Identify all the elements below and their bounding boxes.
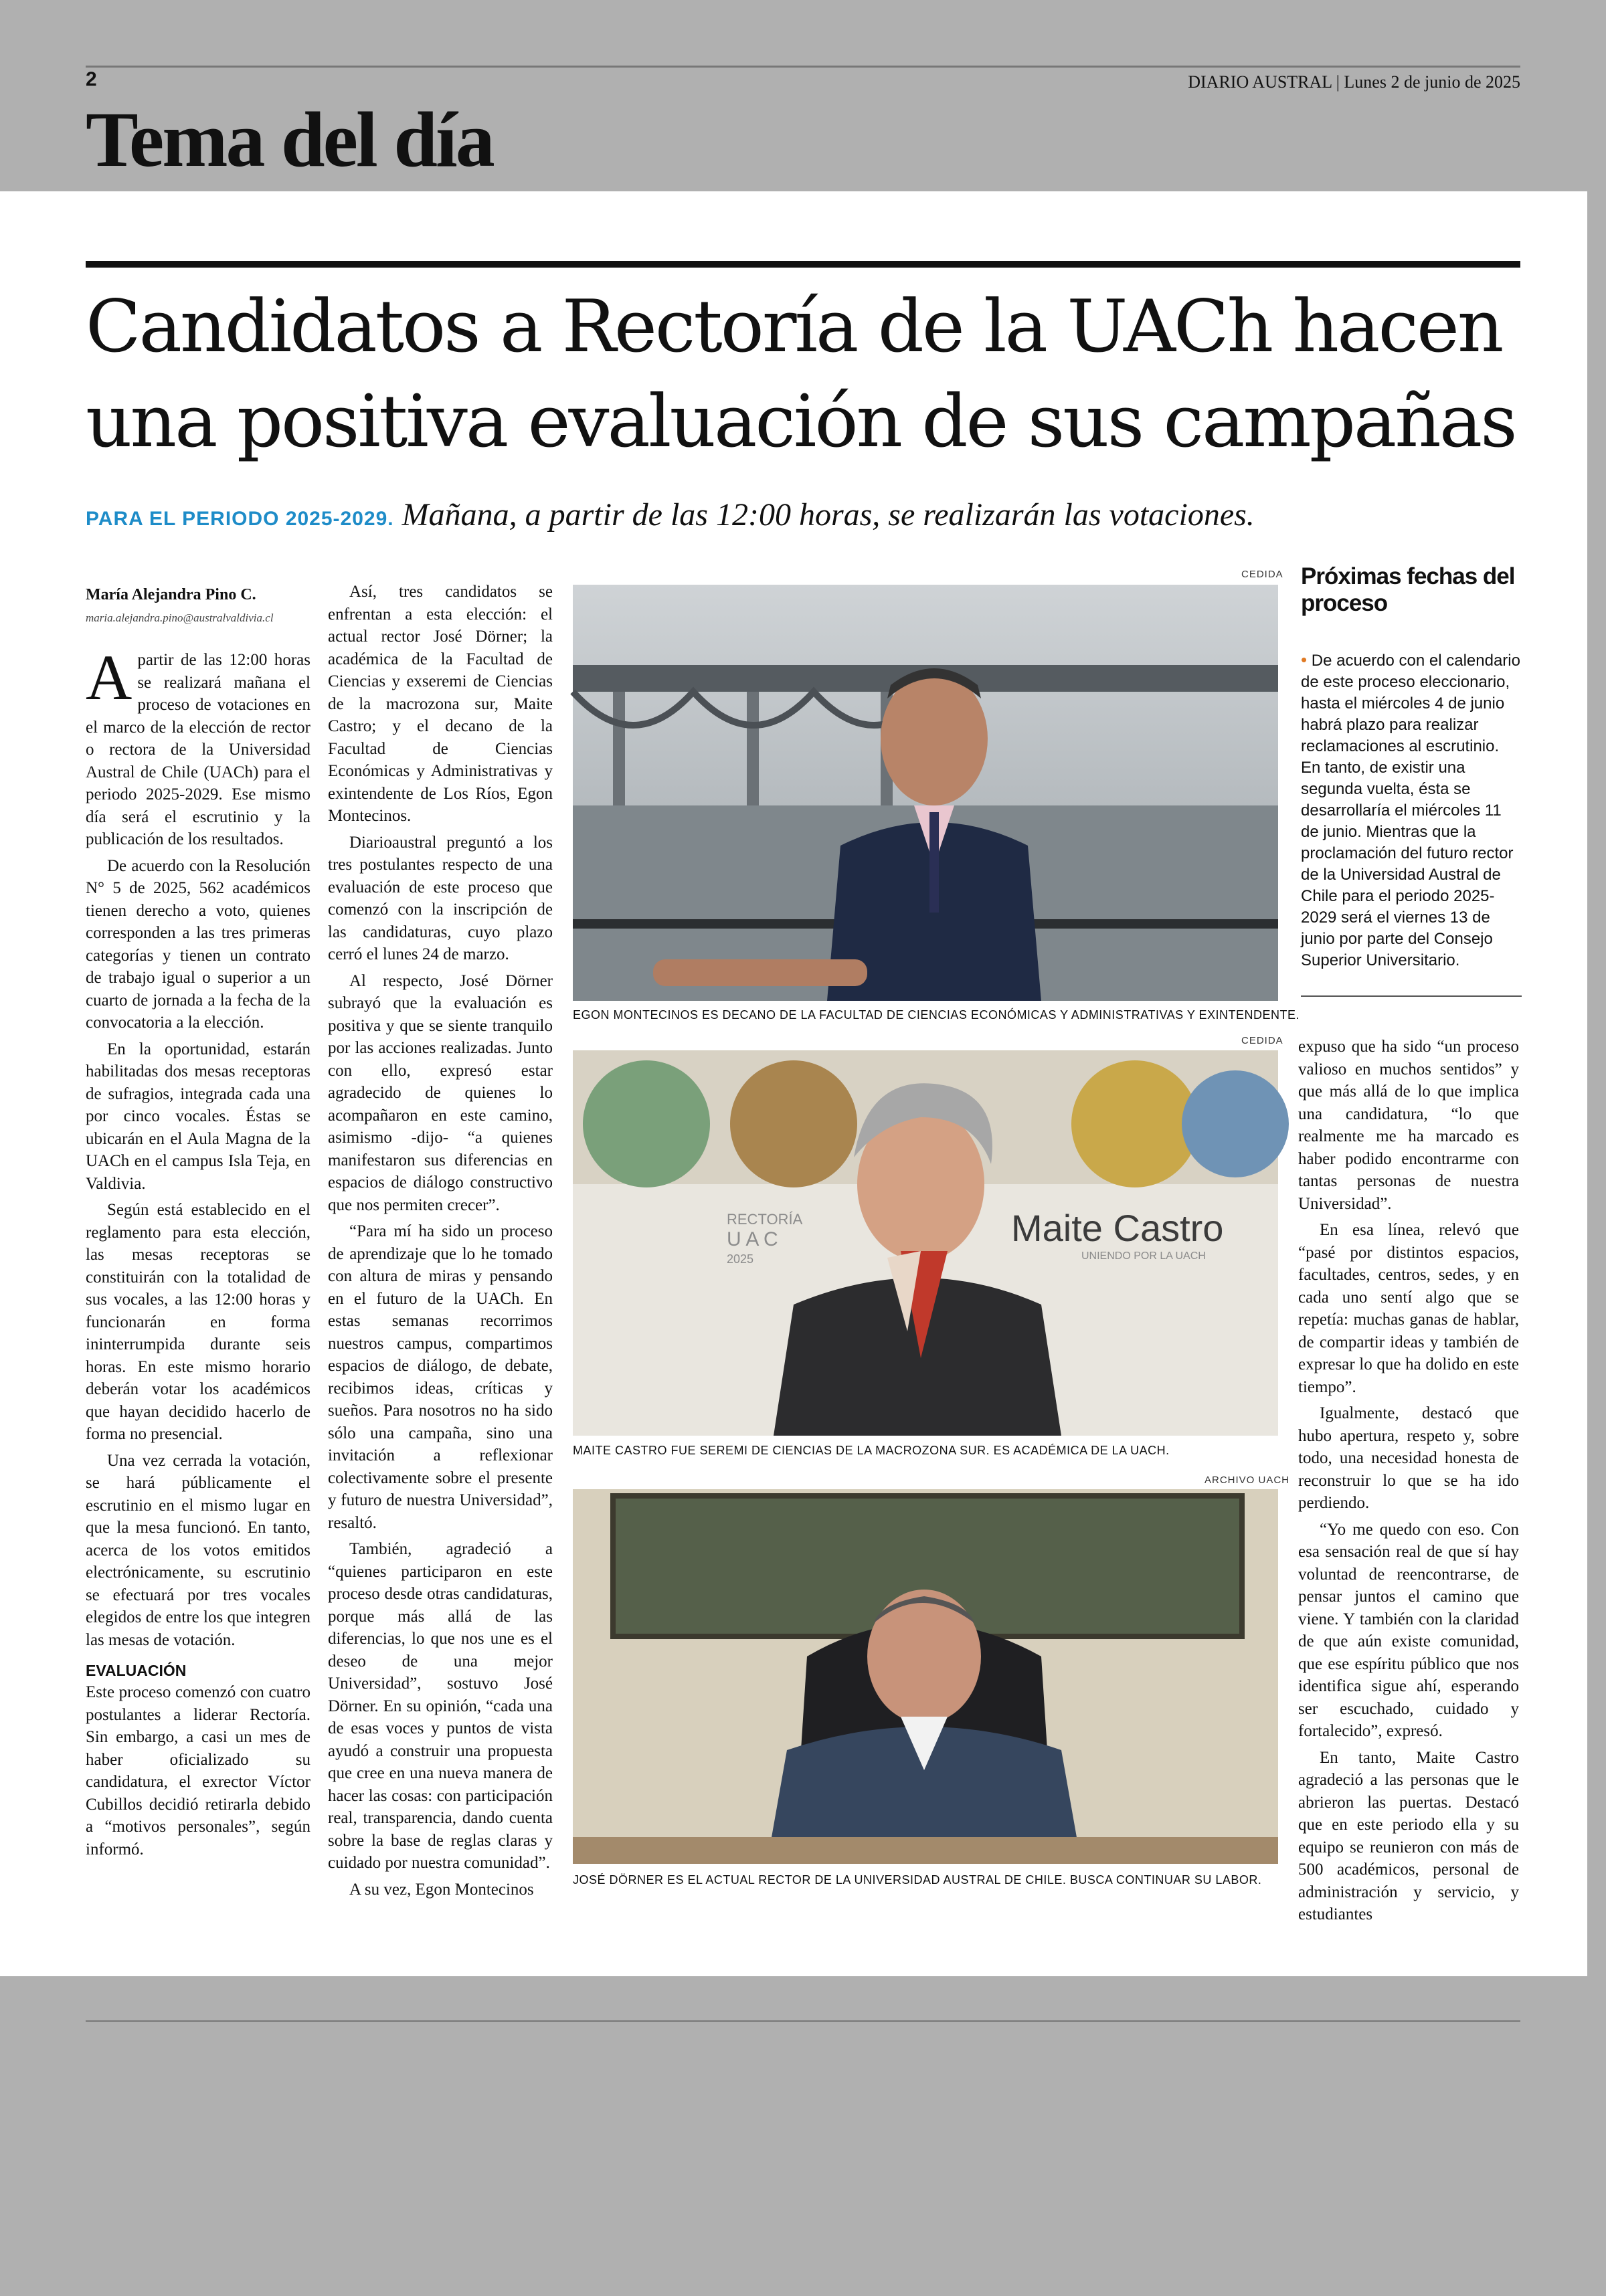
article-column-1 (86, 642, 310, 1907)
banner-name: Maite Castro (1011, 1207, 1224, 1249)
paragraph: Igualmente, destacó que hubo apertura, respeto y, sobre todo, una necesidad honesta de reconstruir lo que se ha ido perdiendo. (1298, 1404, 1519, 1512)
paragraph: Una vez cerrada la votación, se hará públicamente el escrutinio en el mismo lugar en que la mesa funcionó. En tanto, acerca de los votos emitidos electrónicamente, su escrutinio se efectuará por tres vocales elegidos de entre los que integren las mesas de votación. (86, 1451, 310, 1649)
article-column-4 (1298, 1036, 1519, 1923)
photo-jose-dorner (573, 1489, 1278, 1864)
paragraph: Diarioaustral preguntó a los tres postulantes respecto de una evaluación de este proceso que comenzó con la inscripción de las candidaturas, cuyo plazo cerró el lunes 24 de marzo. (328, 833, 553, 963)
author-email[interactable]: maria.alejandra.pino@australvaldivia.cl (86, 611, 274, 624)
sidebar-title: Próximas fechas del proceso (1301, 563, 1515, 616)
section-title: Tema del día (86, 96, 493, 183)
paragraph: “Para mí ha sido un proceso de aprendizaje que lo he tomado con altura de miras y pensando en el futuro de la UACh. En estas semanas recorrimos nuestros campus, compartimos espacios de diálogo, de debate, recibimos ideas, críticas y sueños. Para nosotros no ha sido sólo una campaña, sino una invitación a reflexionar colectivamente sobre el presente y futuro de nuestra Universidad”, resaltó. (328, 1222, 553, 1532)
paragraph: expuso que ha sido “un proceso valioso en muchos sentidos” y que más allá de lo que implica una candidatura, “lo que realmente me ha marcado es haber podido encontrarme con tantas personas de nuestra Universidad”. (1298, 1038, 1519, 1213)
paragraph: Este proceso comenzó con cuatro postulantes a liderar Rectoría. Sin embargo, a casi un mes de haber oficializado su candidatura, el exrector Víctor Cubillos decidió retirarla debido a “motivos personales”, según informó. (86, 1683, 310, 1858)
sidebar-text: De acuerdo con el calendario de este proceso eleccionario, hasta el miércoles 4 de junio habrá plazo para realizar reclamaciones al escrutinio. En tanto, de existir una segunda vuelta, ésta se desarrollaría el miércoles 11 de junio. Mientras que la proclamación del futuro rector de la Universidad Austral de Chile para el periodo 2025-2029 será el viernes 13 de junio por parte del Consejo Superior Universitario. (1301, 652, 1520, 969)
paragraph: En tanto, Maite Castro agradeció a las personas que le abrieron las puertas. Destacó que en este periodo ella y su equipo se reunieron con más de 500 académicos, personal de administración y servicio, y estudiantes (1298, 1748, 1519, 1923)
photo-egon-montecinos (573, 585, 1278, 1001)
banner-uach-label: U A C (727, 1228, 778, 1250)
subhead-evaluacion: EVALUACIÓN (86, 1662, 187, 1679)
kicker-label: PARA EL PERIODO 2025-2029. (86, 508, 394, 530)
masthead: DIARIO AUSTRAL | Lunes 2 de junio de 2025 (1188, 72, 1520, 92)
photo-caption: EGON MONTECINOS ES DECANO DE LA FACULTAD DE CIENCIAS ECONÓMICAS Y ADMINISTRATIVAS Y EXINTENDENTE. (573, 1008, 1300, 1022)
headline-line-1: Candidatos a Rectoría de la UACh hacen (86, 285, 1502, 369)
kicker-subtitle: Mañana, a partir de las 12:00 horas, se realizarán las votaciones. (402, 497, 1255, 533)
article-column-2 (328, 581, 553, 1905)
drop-cap: A (86, 642, 132, 713)
sidebar-body (1301, 649, 1522, 971)
sidebar-rule (1301, 995, 1522, 997)
photo-caption: MAITE CASTRO FUE SEREMI DE CIENCIAS DE LA MACROZONA SUR. ES ACADÉMICA DE LA UACH. (573, 1444, 1170, 1457)
bullet-icon: • (1301, 650, 1308, 670)
page-number: 2 (86, 68, 97, 90)
photo-credit: CEDIDA (1241, 569, 1283, 580)
bottom-rule (86, 2020, 1520, 2022)
banner-year-label: 2025 (727, 1252, 754, 1266)
paragraph: De acuerdo con la Resolución N° 5 de 2025, 562 académicos tienen derecho a voto, quienes corresponden a las tres primeras categorías y tienen un contrato de trabajo igual o superior a un cuarto de jornada a la fecha de la convocatoria a la elección. (86, 856, 310, 1032)
paragraph: En la oportunidad, estarán habilitadas dos mesas receptoras de sufragios, integrada cada una por cinco vocales. Éstas se ubicarán en el Aula Magna de la UACh en el campus Isla Teja, en Valdivia. (86, 1040, 310, 1193)
photo-credit: CEDIDA (1241, 1035, 1283, 1046)
top-rule (86, 66, 1520, 68)
author-byline: María Alejandra Pino C. (86, 586, 256, 603)
paragraph: Así, tres candidatos se enfrentan a esta elección: el actual rector José Dörner; la académica de la Facultad de Ciencias y exseremi de Ciencias de la macrozona sur, Maite Castro; y el decano de la Facultad de Ciencias Económicas y Administrativas y exintendente de Los Ríos, Egon Montecinos. (328, 583, 553, 825)
headline-rule (86, 261, 1520, 268)
paragraph: “Yo me quedo con eso. Con esa sensación real de que sí hay voluntad de reencontrarse, de pensar juntos el camino que viene. Y también con la claridad de que aún existe comunidad, que ese espíritu público que nos identifica sigue ahí, esperando ser escuchado, cuidado y fortalecido”, expresó. (1298, 1520, 1519, 1740)
photo-credit: ARCHIVO UACH (1204, 1474, 1290, 1486)
headline-line-2: una positiva evaluación de sus campañas (86, 380, 1516, 464)
paragraph: También, agradeció a “quienes participaron en este proceso desde otras candidaturas, porque más allá de las diferencias, lo que nos une es el deseo de una mejor Universidad”, sostuvo José Dörner. En su opinión, “cada una de esas voces y puntos de vista ayudó a construir una propuesta que cree en una nueva manera de hacer las cosas: con participación real, transparencia, dando cuenta sobre la base de reglas claras y cuidado por nuestra comunidad”. (328, 1540, 553, 1872)
photo-maite-castro (573, 1050, 1278, 1436)
paragraph: partir de las 12:00 horas se realizará mañana el proceso de votaciones en el marco de la elección de rector o rectora de la Universidad Austral de Chile (UACh) para el periodo 2025-2029. Ese mismo día será el escrutinio y la publicación de los resultados. (86, 651, 310, 848)
paragraph: Al respecto, José Dörner subrayó que la evaluación es positiva y que se siente tranquilo por las acciones realizadas. Junto con ello, expresó estar agradecido de quienes lo acompañaron en este camino, asimismo -dijo- “a quienes manifestaron sus diferencias en espacios de diálogo constructivo que nos permiten crecer”. (328, 971, 553, 1214)
paragraph: A su vez, Egon Montecinos (349, 1880, 534, 1899)
banner-rectoria-label: RECTORÍA (727, 1211, 803, 1228)
paragraph: En esa línea, relevó que “pasé por distintos espacios, facultades, centros, sedes, y en cada uno sentí algo que se repetía: muchas ganas de hablar, de compartir ideas y también de expresar lo que ha dolido en este tiempo”. (1298, 1221, 1519, 1396)
banner-slogan: UNIENDO POR LA UACH (1081, 1250, 1206, 1262)
kicker (86, 496, 1531, 533)
photo-caption: JOSÉ DÖRNER ES EL ACTUAL RECTOR DE LA UNIVERSIDAD AUSTRAL DE CHILE. BUSCA CONTINUAR SU LABOR. (573, 1873, 1262, 1887)
headline (86, 280, 1531, 470)
paragraph: Según está establecido en el reglamento para esta elección, las mesas receptoras se constituirán con la totalidad de sus vocales, a las 12:00 horas y funcionarán en forma ininterrumpida durante seis horas. En este mismo horario deberán votar los académicos que hayan decidido hacerlo de forma no presencial. (86, 1201, 310, 1443)
